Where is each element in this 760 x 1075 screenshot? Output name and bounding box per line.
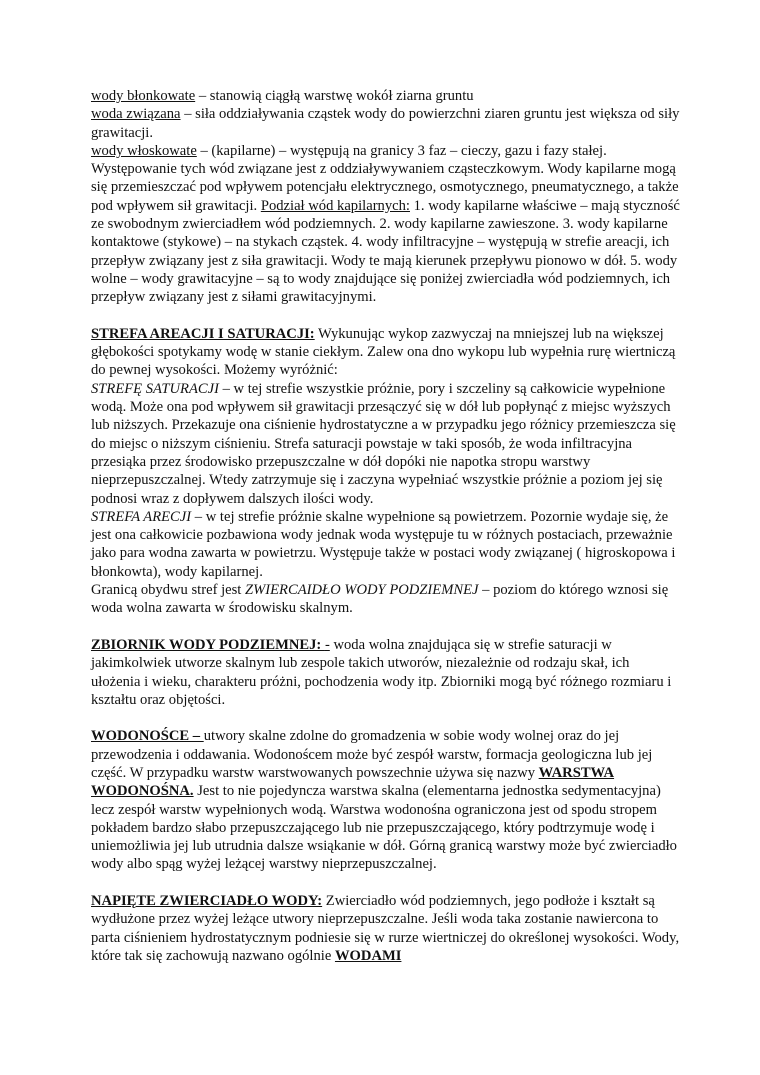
paragraph-gap — [91, 618, 681, 636]
paragraph-reservoir — [91, 636, 681, 709]
paragraph-confined-water — [91, 892, 681, 965]
text-aquifers-def: utwory skalne zdolne do gromadzenia w sobie wody wolnej oraz do jej przewodzenia i oddawania. Wodonoścem może być zespół warstw, formacja geologiczna lub jej część. W przypadku warstw warstwowanych powszechnie używa się nazwy — [91, 728, 653, 781]
text-reservoir-def: woda wolna znajdująca się w strefie saturacji w jakimkolwiek utworze skalnym lub zespole takich utworów, niezależnie od rodzaju skał, ich ułożenia i wieku, charakteru próżni, pochodzenia wody itp. Zbiorniki mogą być różnego rozmiaru i kształtu oraz objętości. — [91, 636, 672, 708]
paragraph-gap — [91, 709, 681, 727]
text-film-water-def: – stanowią ciągłą warstwę wokół ziarna gruntu — [195, 88, 474, 104]
text-aeration-intro: Wykunując wykop zazwyczaj na mniejszej lub na większej głębokości spotykamy wodę w stanie ciekłym. Zalew ona dno wykopu lub wypełnia rurę wiertniczą do pewnej wysokości. Możemy wyróżnić: — [91, 325, 676, 379]
paragraph-aquifers — [91, 727, 681, 873]
term-saturation-zone: STREFĘ SATURACJI — [91, 380, 219, 397]
text-capillary-division: 1. wody kapilarne właściwe – mają styczność ze swobodnym zwierciadłem wód podziemnych. 2. wody kapilarne zawieszone. 3. wody kapilarne kontaktowe (stykowe) – na stykach cząstek. 4. wody infiltracyjne – występują w strefie areacji, ich przepływ związany jest z siła grawitacji. Wody te mają kierunek przepływu pionowo w dół. 5. wody wolne – wody grawitacyjne – są to wody znajdujące się poniżej zwierciadła wód podziemnych, ich przepływ związany jest z siłami grawitacyjnymi. — [91, 197, 680, 306]
term-aeration-zone: STREFA ARECJI — [91, 508, 192, 525]
paragraph-gap — [91, 307, 681, 325]
paragraph-aeration-saturation — [91, 325, 681, 618]
document-page — [91, 87, 681, 965]
heading-aquifers: WODONOŚCE – — [91, 728, 204, 745]
text-reservoir-dash: - — [324, 636, 330, 653]
term-groundwater-table: ZWIERCAIDŁO WODY PODZIEMNEJ — [245, 582, 479, 599]
term-waters: WODAMI — [334, 947, 402, 964]
text-groundwater-table: – poziom do którego wznosi się woda wolna zawarta w środowisku skalnym. — [91, 582, 669, 617]
text-saturation-zone: – w tej strefie wszystkie próżnie, pory i szczeliny są całkowicie wypełnione wodą. Może ona pod wpływem sił grawitacji przesączyć się w dół lub popłynąć z miejsc wyższych lub niższych. Przekazuje ona ciśnienie hydrostatyczne a w przypadku jego różnicy przemieszcza się do miejsc o niższym ciśnieniu. Strefa saturacji powstaje w taki sposób, że woda infiltracyjna przesiąka przez środowisko przepuszczalne w dół dopóki nie napotka stropu warstwy nieprzepuszczalnej. Wtedy zatrzymuje się i zaczyna wypełniać wszystkie próżnie a poziom jej się podnosi wraz z dopływem dalszych ilości wody. — [91, 380, 676, 507]
heading-groundwater-reservoir: ZBIORNIK WODY PODZIEMNEJ: — [91, 636, 325, 653]
text-bound-water-def: – siła oddziaływania cząstek wody do powierzchni ziaren gruntu jest większa od siły grawitacji. — [91, 106, 680, 141]
text-aeration-zone: – w tej strefie próżnie skalne wypełnione są powietrzem. Pozornie wydaje się, że jest ona całkowicie pozbawiona wody jednak woda występuje tu w różnych postaciach, przeważnie jako para wodna zawarta w powietrzu. Występuje także w postaci wody związanej ( higroskopowa i błonkowta), wody kapilarnej. — [91, 508, 676, 580]
text-confined-water: Zwierciadło wód podziemnych, jego podłoże i kształt są wydłużone przez wyżej leżące utwory nieprzepuszczalne. Jeśli woda taka zostanie nawiercona to parta ciśnieniem hydrostatycznym podniesie się w rurze wiertniczej do określonej wysokości. Wody, które tak się zachowują nazwano ogólnie — [91, 893, 680, 964]
term-aquifer-layer: WARSTWA WODONOŚNA. — [91, 764, 615, 800]
text-aquifer-layer: Jest to nie pojedyncza warstwa skalna (elementarna jednostka sedymentacyjna) lecz zespół warstw wypełnionych wodą. Warstwa wodonośna ograniczona jest od spodu stropem pokładem bardzo słabo przepuszczającego lub nie przepuszczającego, który podtrzymuje wodę i uniemożliwia jej lub utrudnia dalsze wsiąkanie w dół. Górną granicą warstwy może być zwierciadło wody albo spąg wyżej leżącej warstwy nieprzepuszczalnej. — [91, 783, 677, 873]
text-capillary-water-def: – (kapilarne) – występują na granicy 3 faz – cieczy, gazu i fazy stałej. Występowanie tych wód związane jest z oddziaływywaniem cząsteczkowym. Wody kapilarne mogą się przemieszczać pod wpływem potencjału elektrycznego, osmotycznego, pneumatycznego, a także pod wpływem sił grawitacji. — [91, 142, 679, 214]
term-bound-water: woda związana — [91, 106, 181, 123]
term-capillary-division: Podział wód kapilarnych: — [260, 197, 410, 214]
heading-aeration-saturation: STREFA AREACJI I SATURACJI: — [91, 325, 315, 342]
term-film-water: wody błonkowate — [91, 88, 196, 104]
text-boundary: Granicą obydwu stref jest — [91, 582, 245, 599]
paragraph-water-types — [91, 87, 681, 307]
term-capillary-water: wody włoskowate — [91, 142, 197, 159]
paragraph-gap — [91, 874, 681, 892]
heading-confined-water-table: NAPIĘTE ZWIERCIADŁO WODY: — [91, 893, 323, 910]
